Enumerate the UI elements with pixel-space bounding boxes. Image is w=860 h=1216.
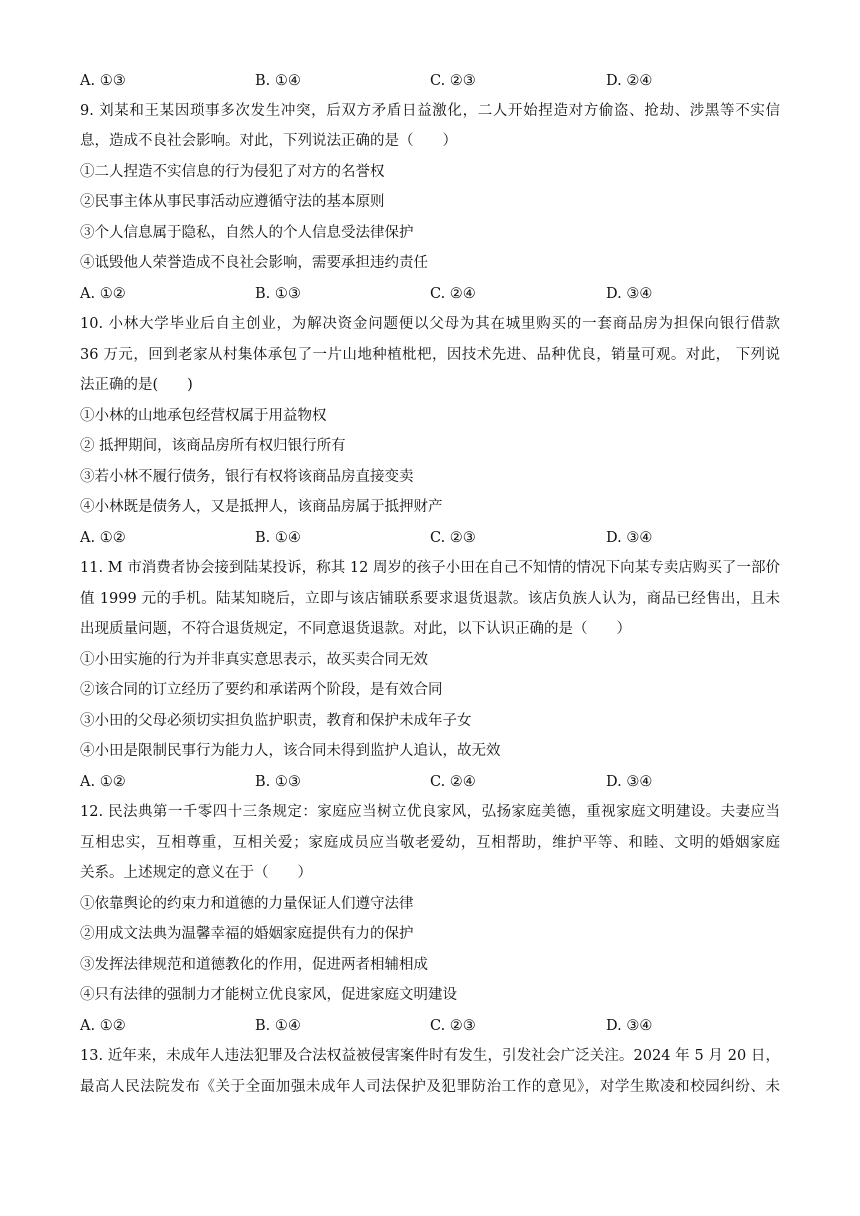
q10-item-2: ② 抵押期间，该商品房所有权归银行所有 <box>80 438 346 454</box>
q12-item-4: ④只有法律的强制力才能树立优良家风，促进家庭文明建设 <box>80 987 457 1003</box>
q12-option-b: B. ①④ <box>255 1018 301 1034</box>
q12-option-a: A. ①② <box>80 1018 126 1034</box>
q12-option-c: C. ②③ <box>430 1018 476 1034</box>
q12-stem-line-1: 12. 民法典第一千零四十三条规定：家庭应当树立优良家风，弘扬家庭美德，重视家庭文明建设。夫妻应当 <box>80 804 780 820</box>
q12-stem-line-3: 关系。上述规定的意义在于（ ） <box>80 865 312 881</box>
q10-option-c: C. ②③ <box>430 530 476 546</box>
q9-option-c: C. ②④ <box>430 286 476 302</box>
q8-option-c: C. ②③ <box>430 73 476 89</box>
q9-item-1: ①二人捏造不实信息的行为侵犯了对方的名誉权 <box>80 164 385 180</box>
q12-item-1: ①依靠舆论的约束力和道德的力量保证人们遵守法律 <box>80 896 414 912</box>
q8-option-b: B. ①④ <box>255 73 301 89</box>
q11-stem-line-1: 11. M 市消费者协会接到陆某投诉，称其 12 周岁的孩子小田在自己不知情的情况下向某专卖店购买了一部价 <box>80 560 780 576</box>
q8-option-d: D. ②④ <box>606 73 653 89</box>
q10-item-4: ④小林既是债务人，又是抵押人，该商品房属于抵押财产 <box>80 499 443 515</box>
q9-item-2: ②民事主体从事民事活动应遵循守法的基本原则 <box>80 194 385 210</box>
q11-stem-line-2: 值 1999 元的手机。陆某知晓后，立即与该店铺联系要求退货退款。该店负族人认为，商品已经售出，且未 <box>80 591 780 607</box>
q10-item-3: ③若小林不履行债务，银行有权将该商品房直接变卖 <box>80 469 414 485</box>
q11-stem-line-3: 出现质量问题，不符合退货规定，不同意退货退款。对此，以下认识正确的是（ ） <box>80 621 631 637</box>
q9-item-4: ④诋毁他人荣誉造成不良社会影响，需要承担违约责任 <box>80 255 428 271</box>
q12-option-d: D. ③④ <box>606 1018 653 1034</box>
q10-option-a: A. ①② <box>80 530 126 546</box>
q12-item-2: ②用成文法典为温馨幸福的婚姻家庭提供有力的保护 <box>80 926 414 942</box>
q13-stem-line-1: 13. 近年来，未成年人违法犯罪及合法权益被侵害案件时有发生，引发社会广泛关注。2024 年 5 月 20 日， <box>80 1048 780 1064</box>
q12-stem-line-2: 互相忠实，互相尊重，互相关爱；家庭成员应当敬老爱幼，互相帮助，维护平等、和睦、文明的婚姻家庭 <box>80 835 780 851</box>
q9-option-d: D. ③④ <box>606 286 653 302</box>
q12-item-3: ③发挥法律规范和道德教化的作用，促进两者相辅相成 <box>80 957 428 973</box>
q9-option-b: B. ①③ <box>255 286 301 302</box>
q11-option-b: B. ①③ <box>255 774 301 790</box>
q11-option-a: A. ①② <box>80 774 126 790</box>
q11-item-1: ①小田实施的行为并非真实意思表示，故买卖合同无效 <box>80 652 428 668</box>
q8-option-a: A. ①③ <box>80 73 126 89</box>
q11-item-2: ②该合同的订立经历了要约和承诺两个阶段，是有效合同 <box>80 682 443 698</box>
q10-item-1: ①小林的山地承包经营权属于用益物权 <box>80 408 327 424</box>
q11-option-d: D. ③④ <box>606 774 653 790</box>
q11-item-4: ④小田是限制民事行为能力人，该合同未得到监护人追认，故无效 <box>80 743 501 759</box>
q11-option-c: C. ②④ <box>430 774 476 790</box>
q13-stem-line-2: 最高人民法院发布《关于全面加强未成年人司法保护及犯罪防治工作的意见》，对学生欺凌和校园纠纷、未 <box>80 1079 780 1095</box>
q9-option-a: A. ①② <box>80 286 126 302</box>
q11-item-3: ③小田的父母必须切实担负监护职责，教育和保护未成年子女 <box>80 713 472 729</box>
q9-item-3: ③个人信息属于隐私，自然人的个人信息受法律保护 <box>80 225 414 241</box>
q9-stem-line-2: 息，造成不良社会影响。对此，下列说法正确的是（ ） <box>80 133 457 149</box>
q10-option-d: D. ③④ <box>606 530 653 546</box>
q10-stem-line-2: 36 万元，回到老家从村集体承包了一片山地种植枇杷，因技术先进、品种优良，销量可观。对此， 下列说 <box>80 347 780 363</box>
q10-option-b: B. ①④ <box>255 530 301 546</box>
q10-stem-line-3: 法正确的是( ) <box>80 377 193 393</box>
q9-stem-line-1: 9. 刘某和王某因琐事多次发生冲突，后双方矛盾日益激化，二人开始捏造对方偷盗、抢劫、涉黑等不实信 <box>80 103 780 119</box>
q10-stem-line-1: 10. 小林大学毕业后自主创业，为解决资金问题便以父母为其在城里购买的一套商品房为担保向银行借款 <box>80 316 780 332</box>
